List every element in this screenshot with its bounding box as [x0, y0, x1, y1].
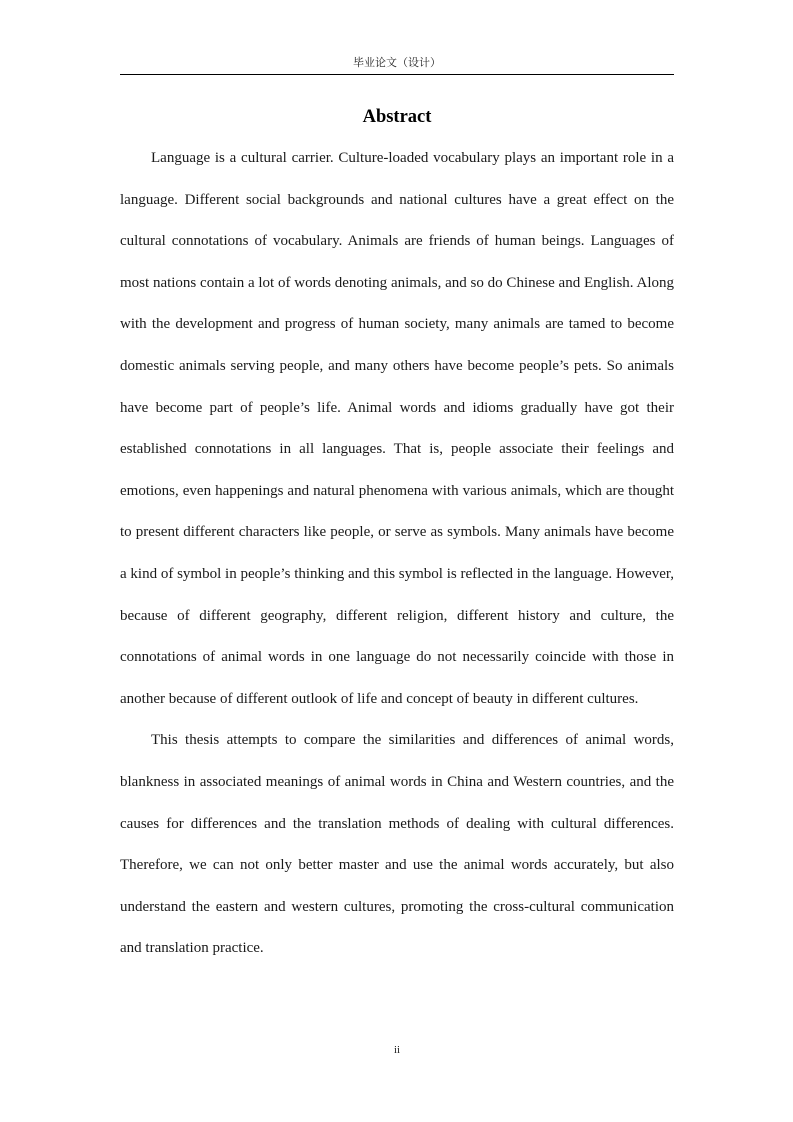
page-header: 毕业论文（设计）: [120, 54, 674, 75]
abstract-title: Abstract: [362, 107, 432, 127]
abstract-paragraph-2: This thesis attempts to compare the similarities and differences of animal words, blankness in associated meanings of animal words in China and Western countries, and the causes for differences and the translation methods of dealing with cultural differences. Therefore, we can not only better master and use the animal words accurately, but also understand the eastern and western cultures, promoting the cross-cultural communication and translation practice.: [120, 732, 674, 957]
abstract-body: [120, 138, 674, 970]
abstract-paragraph-1: Language is a cultural carrier. Culture-loaded vocabulary plays an important role in a language. Different social backgrounds and national cultures have a great effect on the cultural connotations of vocabulary. Animals are friends of human beings. Languages of most nations contain a lot of words denoting animals, and so do Chinese and English. Along with the development and progress of human society, many animals are tamed to become domestic animals serving people, and many others have become people’s pets. So animals have become part of people’s life. Animal words and idioms gradually have got their established connotations in all languages. That is, people associate their feelings and emotions, even happenings and natural phenomena with various animals, which are thought to present different characters like people, or serve as symbols. Many animals have become a kind of symbol in people’s thinking and this symbol is reflected in the language. However, because of different geography, different religion, different history and culture, the connotations of animal words in one language do not necessarily coincide with those in another because of different outlook of life and concept of beauty in different cultures.: [120, 150, 674, 707]
page-number: ii: [393, 1044, 401, 1056]
